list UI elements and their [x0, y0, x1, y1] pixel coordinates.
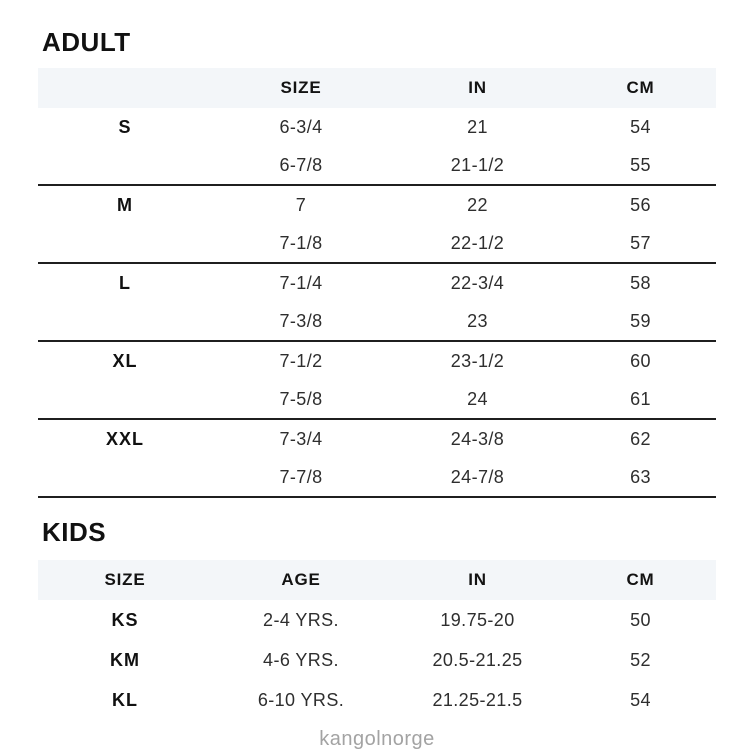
- cm-value-cell: 55: [630, 154, 651, 175]
- brand-watermark: kangolnorge: [319, 728, 435, 750]
- column-header-in: IN: [468, 570, 487, 589]
- hat-size-value-cell: 7-3/4: [279, 428, 323, 449]
- hat-size-value-cell: 6-7/8: [279, 154, 323, 175]
- inches-value-cell: 22-1/2: [450, 232, 505, 253]
- kids-size-label: KS: [111, 609, 139, 630]
- table-row: [38, 680, 716, 720]
- inches-value-cell: 20.5-21.25: [432, 649, 523, 670]
- size-group: [38, 342, 716, 420]
- inches-value-cell: 21.25-21.5: [432, 689, 523, 710]
- cm-value-cell: 54: [630, 689, 651, 710]
- column-header-cm: CM: [626, 570, 655, 589]
- hat-size-value-cell: 7-1/2: [279, 350, 323, 371]
- table-row: [38, 458, 716, 496]
- size-label: XXL: [105, 428, 144, 449]
- hat-size-value-cell: 7-7/8: [279, 466, 323, 487]
- table-row: [38, 380, 716, 418]
- size-label: S: [118, 116, 132, 137]
- hat-size-value-cell: 7-1/4: [279, 272, 323, 293]
- table-row: [38, 224, 716, 262]
- table-row: [38, 640, 716, 680]
- hat-size-value-cell: 7: [295, 194, 307, 215]
- cm-value-cell: 61: [630, 388, 651, 409]
- adult-size-table: [38, 68, 716, 498]
- inches-value-cell: 21: [467, 116, 488, 137]
- size-label: M: [117, 194, 133, 215]
- cm-value-cell: 59: [630, 310, 651, 331]
- kids-size-label: KL: [112, 689, 138, 710]
- age-value-cell: 2-4 YRS.: [263, 609, 339, 630]
- kids-size-table: [38, 560, 716, 720]
- size-group: [38, 420, 716, 498]
- column-header-age: AGE: [281, 570, 321, 589]
- cm-value-cell: 63: [630, 466, 651, 487]
- hat-size-value-cell: 7-3/8: [279, 310, 323, 331]
- inches-value-cell: 24-3/8: [450, 428, 505, 449]
- cm-value-cell: 54: [630, 116, 651, 137]
- kids-section-title: KIDS: [42, 517, 107, 547]
- size-label: L: [119, 272, 131, 293]
- table-row: [38, 146, 716, 184]
- cm-value-cell: 62: [630, 428, 651, 449]
- column-header-size: SIZE: [104, 570, 146, 589]
- kids-size-label: KM: [110, 649, 140, 670]
- size-label: XL: [112, 350, 138, 371]
- cm-value-cell: 56: [630, 194, 651, 215]
- inches-value-cell: 23-1/2: [450, 350, 505, 371]
- cm-value-cell: 60: [630, 350, 651, 371]
- table-row: [38, 302, 716, 340]
- inches-value-cell: 22-3/4: [450, 272, 505, 293]
- age-value-cell: 4-6 YRS.: [263, 649, 339, 670]
- hat-size-value-cell: 7-1/8: [279, 232, 323, 253]
- inches-value-cell: 21-1/2: [450, 154, 505, 175]
- size-group: [38, 264, 716, 342]
- inches-value-cell: 24: [467, 388, 488, 409]
- size-group: [38, 186, 716, 264]
- adult-table-header: [38, 68, 716, 108]
- inches-value-cell: 24-7/8: [450, 466, 505, 487]
- cm-value-cell: 58: [630, 272, 651, 293]
- table-row: [38, 600, 716, 640]
- column-header-size: SIZE: [280, 78, 322, 97]
- table-row: [38, 342, 716, 380]
- kids-table-body: [38, 600, 716, 720]
- inches-value-cell: 22: [467, 194, 488, 215]
- adult-table-body: [38, 108, 716, 498]
- hat-size-value-cell: 6-3/4: [279, 116, 323, 137]
- table-row: [38, 420, 716, 458]
- inches-value-cell: 19.75-20: [440, 609, 515, 630]
- hat-size-value-cell: 7-5/8: [279, 388, 323, 409]
- kids-table-header: [38, 560, 716, 600]
- age-value-cell: 6-10 YRS.: [257, 689, 345, 710]
- cm-value-cell: 52: [630, 649, 651, 670]
- inches-value-cell: 23: [467, 310, 488, 331]
- table-row: [38, 264, 716, 302]
- size-group: [38, 108, 716, 186]
- table-row: [38, 108, 716, 146]
- cm-value-cell: 57: [630, 232, 651, 253]
- cm-value-cell: 50: [630, 609, 651, 630]
- column-header-cm: CM: [626, 78, 655, 97]
- adult-section-title: ADULT: [42, 27, 131, 57]
- table-row: [38, 186, 716, 224]
- column-header-in: IN: [468, 78, 487, 97]
